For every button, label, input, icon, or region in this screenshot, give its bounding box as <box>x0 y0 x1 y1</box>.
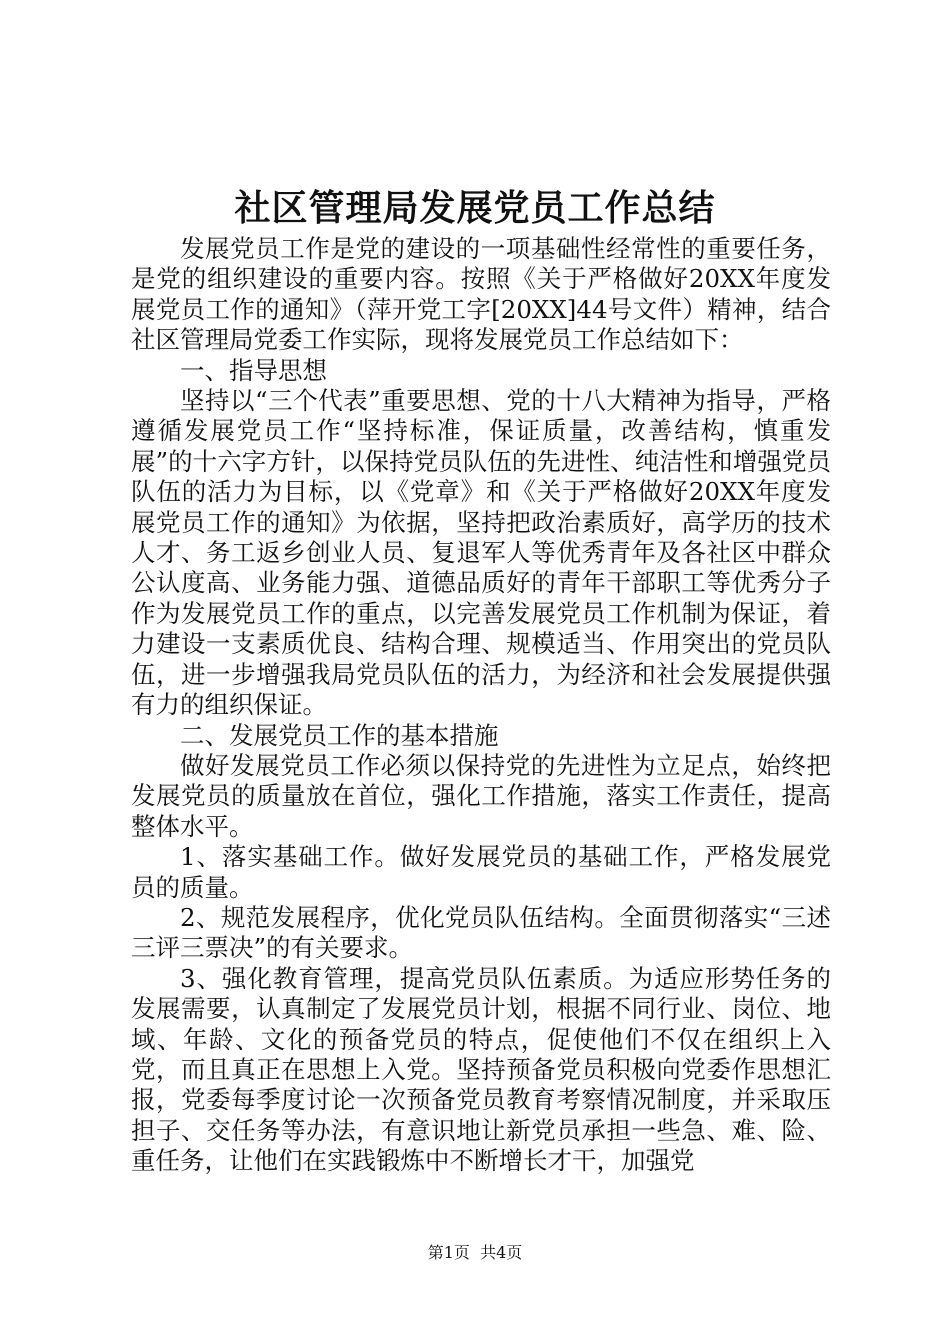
list-item-measure-2: 2、规范发展程序，优化党员队伍结构。全面贯彻落实“三述三评三票决”的有关要求。 <box>131 902 831 963</box>
section-heading-guiding-thought: 一、指导思想 <box>180 355 327 385</box>
paragraph-guiding-thought: 坚持以“三个代表”重要思想、党的十八大精神为指导，严格遵循发展党员工作“坚持标准，保证质量，改善结构，慎重发展”的十六字方针，以保持党员队伍的先进性、纯洁性和增强党员队伍的活力为目标，以《党章》和《关于严格做好20XX年度发展党员工作的通知》为依据，坚持把政治素质好，高学历的技术人才、务工返乡创业人员、复退军人等优秀青年及各社区中群众公认度高、业务能力强、道德品质好的青年干部职工等优秀分子作为发展党员工作的重点，以完善发展党员工作机制为保证，着力建设一支素质优良、结构合理、规模适当、作用突出的党员队伍，进一步增强我局党员队伍的活力，为经济和社会发展提供强有力的组织保证。 <box>131 386 831 720</box>
section-heading-basic-measures: 二、发展党员工作的基本措施 <box>180 720 499 750</box>
document-body <box>131 234 831 1177</box>
paragraph-basic-measures: 做好发展党员工作必须以保持党的先进性为立足点，始终把发展党员的质量放在首位，强化工作措施，落实工作责任，提高整体水平。 <box>131 750 831 841</box>
page-footer <box>0 1242 950 1264</box>
document-title: 社区管理局发展党员工作总结 <box>234 187 716 229</box>
list-item-measure-3: 3、强化教育管理，提高党员队伍素质。为适应形势任务的发展需要，认真制定了发展党员计划，根据不同行业、岗位、地域、年龄、文化的预备党员的特点，促使他们不仅在组织上入党，而且真正在思想上入党。坚持预备党员积极向党委作思想汇报，党委每季度讨论一次预备党员教育考察情况制度，并采取压担子、交任务等办法，有意识地让新党员承担一些急、难、险、重任务，让他们在实践锻炼中不断增长才干，加强党 <box>131 963 831 1176</box>
list-item-measure-1: 1、落实基础工作。做好发展党员的基础工作，严格发展党员的质量。 <box>131 842 831 902</box>
paragraph-intro: 发展党员工作是党的建设的一项基础性经常性的重要任务，是党的组织建设的重要内容。按照《关于严格做好20XX年度发展党员工作的通知》（萍开党工字[20XX]44号文件）精神，结合社区管理局党委工作实际，现将发展党员工作总结如下： <box>131 234 831 355</box>
page-number: 第1页 共4页 <box>427 1243 523 1262</box>
